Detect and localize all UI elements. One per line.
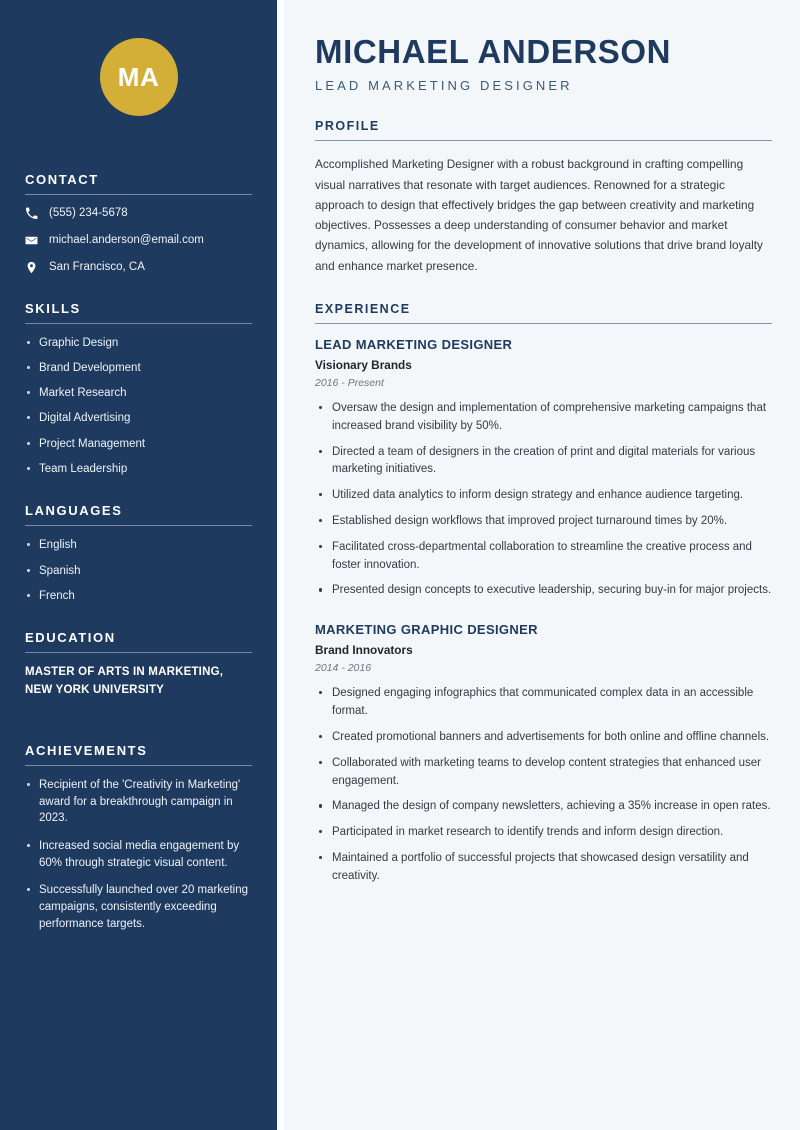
list-item: Team Leadership (25, 461, 252, 478)
list-item: Managed the design of company newsletters, achieving a 35% increase in open rates. (315, 798, 772, 816)
experience-entry (315, 337, 772, 600)
list-item: Increased social media engagement by 60% through strategic visual content. (25, 838, 252, 871)
phone-icon (25, 207, 38, 220)
map-pin-icon (25, 261, 38, 274)
skills-divider (25, 323, 252, 324)
sidebar-section-education (25, 630, 252, 699)
list-item: Market Research (25, 385, 252, 402)
list-item: Recipient of the 'Creativity in Marketing' award for a breakthrough campaign in 2023. (25, 777, 252, 827)
list-item: Successfully launched over 20 marketing campaigns, consistently exceeding performance targets. (25, 882, 252, 932)
list-item: Participated in market research to identify trends and inform design direction. (315, 824, 772, 842)
list-item: Digital Advertising (25, 410, 252, 427)
experience-job-title: LEAD MARKETING DESIGNER (315, 336, 513, 352)
contact-item-phone[interactable] (25, 206, 252, 221)
achievements-list (25, 777, 252, 932)
profile-text: Accomplished Marketing Designer with a robust background in crafting compelling visual narratives that resonate with target audiences. Renowned for a strategic approach to design that effectively bridges the gap between creativity and marketing objectives. Possesses a deep understanding of consumer behavior and market dynamics, allowing for the development of innovative solutions that drive brand loyalty and enhance market presence. (315, 157, 763, 273)
list-item: Maintained a portfolio of successful projects that showcased design versatility and creativity. (315, 850, 772, 886)
languages-divider (25, 525, 252, 526)
contact-item-location[interactable] (25, 260, 252, 275)
list-item: French (25, 588, 252, 605)
skills-heading: SKILLS (25, 300, 81, 316)
avatar (100, 38, 178, 116)
list-item: Presented design concepts to executive leadership, securing buy-in for major projects. (315, 582, 772, 600)
experience-entry (315, 622, 772, 885)
achievements-divider (25, 765, 252, 766)
sidebar (0, 0, 277, 1130)
experience-company: Brand Innovators (315, 643, 413, 658)
section-profile (315, 119, 772, 276)
skills-list (25, 335, 252, 478)
contact-item-email[interactable] (25, 233, 252, 248)
contact-divider (25, 194, 252, 195)
list-item: Graphic Design (25, 335, 252, 352)
experience-bullet-list (315, 400, 772, 600)
list-item: Created promotional banners and advertisements for both online and offline channels. (315, 729, 772, 747)
education-degree: MASTER OF ARTS IN MARKETING, NEW YORK UNIVERSITY (25, 666, 224, 696)
list-item: Spanish (25, 563, 252, 580)
experience-dates: 2014 - 2016 (315, 662, 372, 675)
list-item: Directed a team of designers in the creation of print and digital materials for various marketing initiatives. (315, 444, 772, 480)
education-divider (25, 652, 252, 653)
list-item: Collaborated with marketing teams to develop content strategies that enhanced user engagement. (315, 755, 772, 791)
experience-dates: 2016 - Present (315, 376, 384, 389)
experience-job-title: MARKETING GRAPHIC DESIGNER (315, 622, 538, 638)
languages-heading: LANGUAGES (25, 503, 123, 519)
main-column (284, 0, 800, 1130)
column-gap (277, 0, 284, 1130)
list-item: Facilitated cross-departmental collaboration to streamline the creative process and foster innovation. (315, 539, 772, 575)
profile-divider (315, 140, 772, 141)
profile-heading: PROFILE (315, 119, 380, 134)
avatar-container (25, 0, 252, 116)
list-item: Designed engaging infographics that communicated complex data in an accessible format. (315, 685, 772, 721)
experience-company: Visionary Brands (315, 357, 412, 372)
section-experience (315, 302, 772, 886)
list-item: Established design workflows that improved project turnaround times by 20%. (315, 513, 772, 531)
sidebar-section-achievements (25, 743, 252, 932)
avatar-initials: MA (117, 61, 160, 92)
list-item: Brand Development (25, 360, 252, 377)
experience-bullet-list (315, 685, 772, 885)
list-item: Utilized data analytics to inform design strategy and enhance audience targeting. (315, 487, 772, 505)
experience-heading: EXPERIENCE (315, 301, 411, 316)
contact-heading: CONTACT (25, 172, 99, 187)
achievements-heading: ACHIEVEMENTS (25, 742, 148, 758)
list-item: Project Management (25, 436, 252, 453)
job-role-subtitle: LEAD MARKETING DESIGNER (315, 78, 573, 94)
education-heading: EDUCATION (25, 630, 116, 646)
sidebar-section-skills (25, 301, 252, 478)
contact-phone-value: (555) 234-5678 (49, 207, 128, 219)
envelope-icon (25, 234, 38, 247)
sidebar-section-languages (25, 503, 252, 604)
list-item: English (25, 537, 252, 554)
list-item: Oversaw the design and implementation of comprehensive marketing campaigns that increased brand visibility by 50%. (315, 400, 772, 436)
sidebar-section-contact (25, 172, 252, 275)
contact-email-value: michael.anderson@email.com (49, 233, 204, 246)
experience-divider (315, 323, 772, 324)
page-title: MICHAEL ANDERSON (315, 33, 672, 70)
languages-list (25, 537, 252, 604)
contact-location-value: San Francisco, CA (49, 260, 145, 273)
